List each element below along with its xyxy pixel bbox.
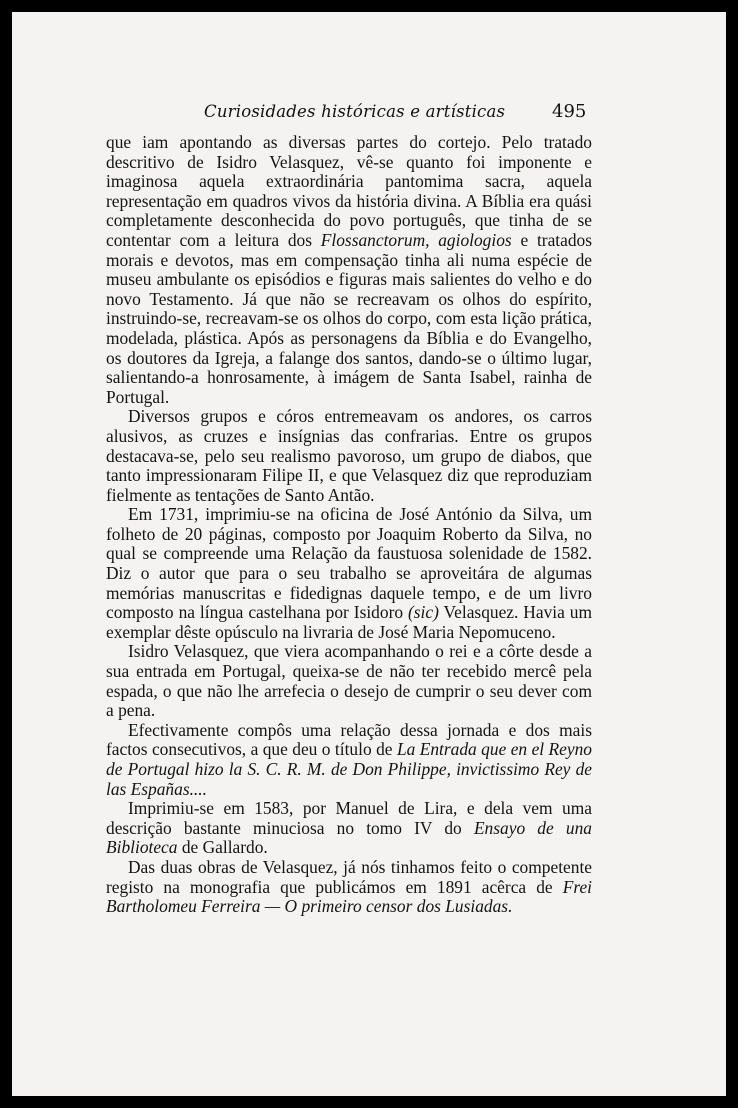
page-number: 495 xyxy=(552,101,587,122)
paragraph xyxy=(106,799,592,858)
text-run-italic: Ensayo de una Biblioteca xyxy=(106,817,592,858)
running-title: Curiosidades históricas e artísticas xyxy=(204,102,506,121)
text-run: Imprimiu-se em 1583, por Manuel de Lira, e dela vem uma descrição bastante minuciosa no tomo IV do xyxy=(106,798,592,838)
text-run-italic: (sic) xyxy=(408,602,439,623)
paragraph xyxy=(106,642,592,720)
text-run-italic: Frei Bartholomeu Ferreira — O primeiro censor dos Lusiadas. xyxy=(106,876,592,917)
text-run: Isidro Velasquez, que viera acompanhando o rei e a côrte desde a sua entrada em Portugal, queixa-se de não ter recebido mercê pela espada, o que não lhe arrefecia o desejo de cumprir o seu dever com a pena. xyxy=(106,641,592,721)
text-run: Efectivamente compôs uma relação dessa jornada e dos mais factos consecutivos, a que deu o título de xyxy=(106,719,592,760)
text-run-italic: La Entrada que en el Reyno de Portugal hizo la S. C. R. M. de Don Philippe, invictissimo Rey de las Españas.... xyxy=(106,739,592,799)
paragraph xyxy=(106,858,592,917)
paragraph xyxy=(106,721,592,799)
text-run: de Gallardo. xyxy=(177,837,268,858)
paragraph xyxy=(106,133,592,407)
text-run: Diversos grupos e córos entremeavam os andores, os carros alusivos, as cruzes e insígnias das confrarias. Entre os grupos destacava-se, pelo seu realismo pavoroso, um grupo de diabos, que tanto impressionaram Filipe II, e que Velasquez diz que reproduziam fielmente as tentações de Santo Antão. xyxy=(106,406,592,505)
text-run-italic: Flossanctorum, agiologios xyxy=(320,229,512,250)
text-run: que iam apontando as diversas partes do cortejo. Pelo tratado descritivo de Isidro Velasquez, vê-se quanto foi imponente e imaginosa aquela extraordinária pantomima sacra, aquela representação em quadros vivos da história divina. A Bíblia era quási completamente desconhecida do povo português, que tinha de se contentar com a leitura dos xyxy=(106,132,592,250)
text-run: Em 1731, imprimiu-se na oficina de José António da Silva, um folheto de 20 páginas, composto por Joaquim Roberto da Silva, no qual se compreende uma Relação da faustuosa solenidade de 1582. Diz o autor que para o seu trabalho se aproveitára de algumas memórias manuscritas e fidedignas daquele tempo, e de um livro composto na língua castelhana por Isidoro xyxy=(106,504,592,623)
paragraph xyxy=(106,505,592,642)
page-header xyxy=(12,98,726,128)
text-run: Das duas obras de Velasquez, já nós tinhamos feito o competente registo na monografia que publicámos em 1891 acêrca de xyxy=(106,856,592,897)
text-run: e tratados morais e devotos, mas em compensação tinha ali numa espécie de museu ambulante os episódios e figuras mais salientes do velho e do novo Testamento. Já que não se recreavam os olhos do espírito, instruindo-se, recreavam-se os olhos do corpo, com esta lição prática, modelada, plástica. Após as personagens da Bíblia e do Evangelho, os doutores da Igreja, a falange dos santos, dando-se o último lugar, salientando-a honrosamente, à imágem de Santa Isabel, rainha de Portugal. xyxy=(106,229,592,407)
text-run: Velasquez. Havia um exemplar dêste opúsculo na livraria de José Maria Nepomuceno. xyxy=(106,602,592,642)
book-page xyxy=(12,12,726,1096)
body-text xyxy=(106,133,592,917)
paragraph xyxy=(106,407,592,505)
